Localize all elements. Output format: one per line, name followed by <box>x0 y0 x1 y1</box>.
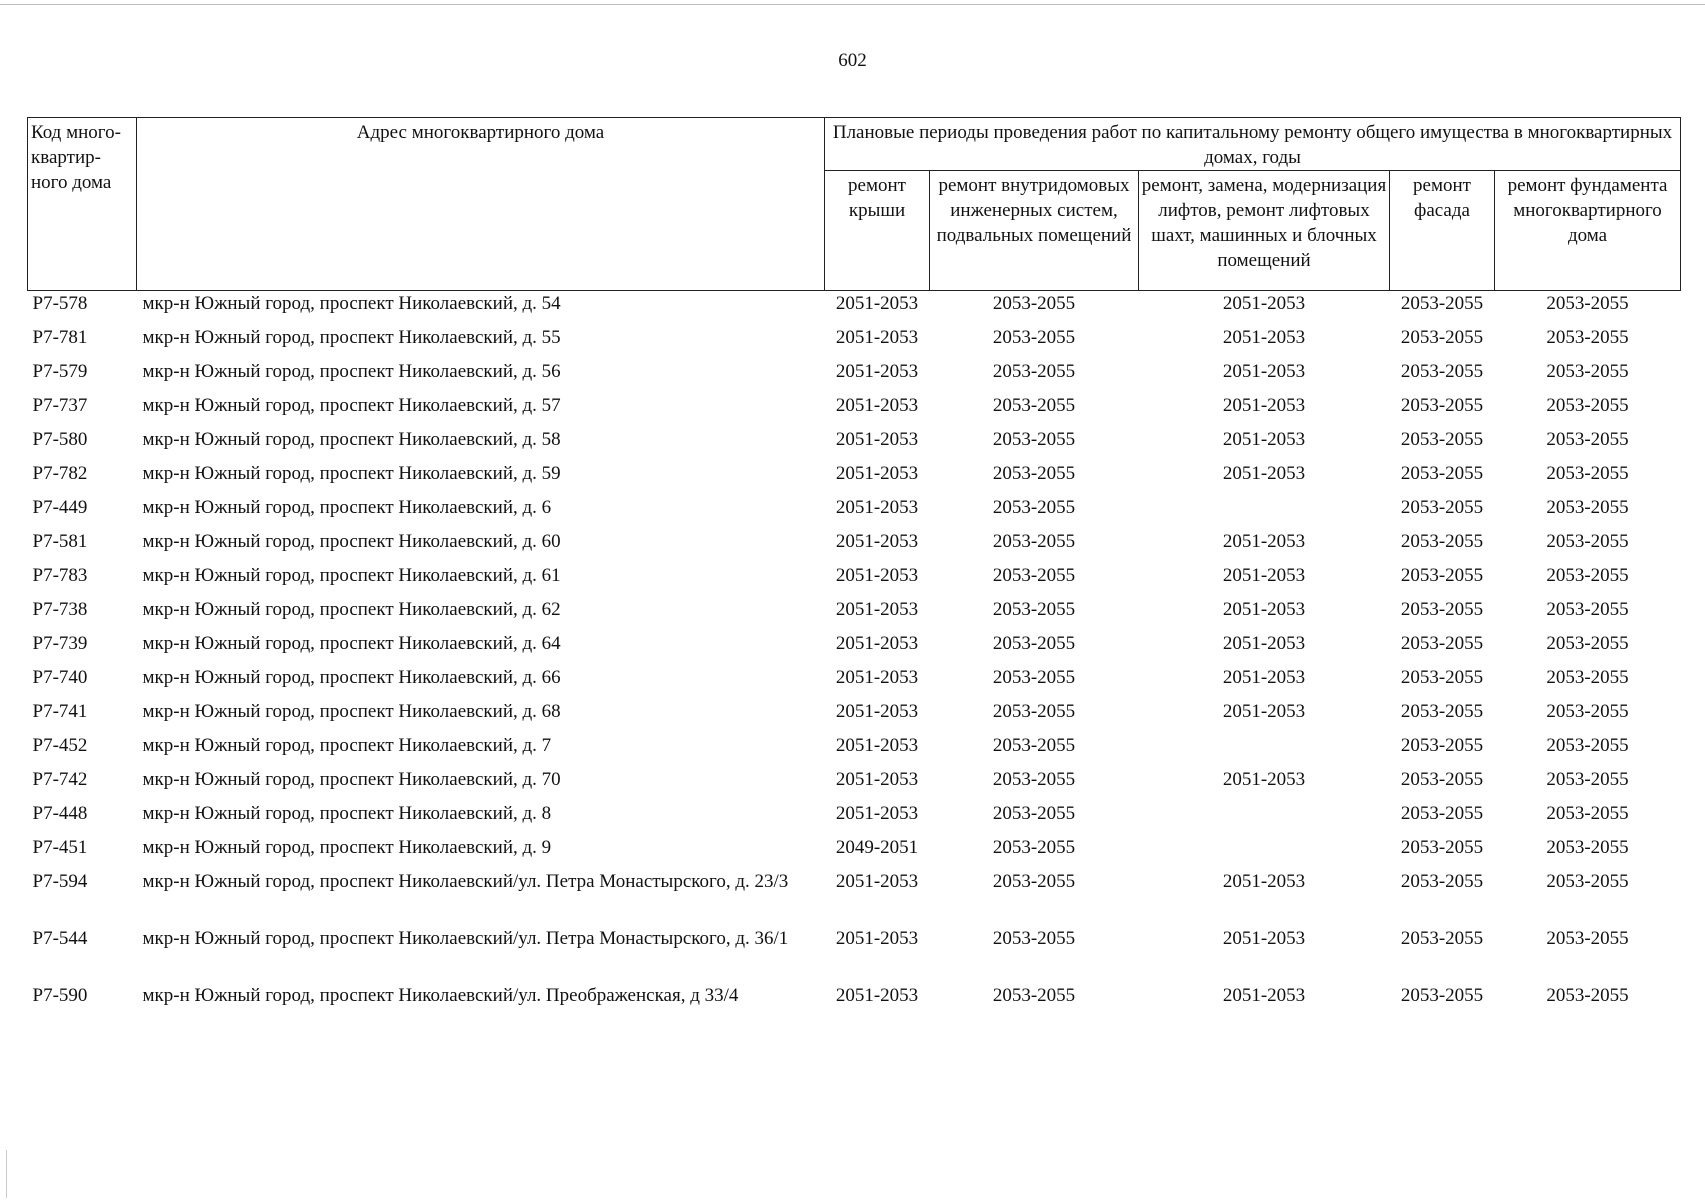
table-row <box>28 699 1681 733</box>
cell-roof: 2051-2053 <box>835 667 919 688</box>
cell-facade: 2053-2055 <box>1400 497 1484 518</box>
cell-foundation: 2053-2055 <box>1546 837 1629 858</box>
cell-foundation: 2053-2055 <box>1546 395 1629 416</box>
cell-engineering: 2053-2055 <box>992 803 1076 824</box>
table-row <box>28 983 1681 1017</box>
cell-roof: 2051-2053 <box>835 701 919 722</box>
cell-foundation: 2053-2055 <box>1546 633 1629 654</box>
cell-address: мкр-н Южный город, проспект Николаевский, д. 9 <box>142 837 552 858</box>
header-code: Код много-квартир-ного дома <box>28 118 137 291</box>
cell-elevators: 2051-2053 <box>1222 928 1306 949</box>
cell-foundation: 2053-2055 <box>1546 735 1629 756</box>
table-row <box>28 926 1681 983</box>
table-row <box>28 529 1681 563</box>
cell-address: мкр-н Южный город, проспект Николаевский, д. 62 <box>142 599 561 620</box>
cell-facade: 2053-2055 <box>1400 769 1484 790</box>
cell-elevators: 2051-2053 <box>1222 463 1306 484</box>
cell-elevators: 2051-2053 <box>1222 327 1306 348</box>
cell-address: мкр-н Южный город, проспект Николаевский, д. 58 <box>142 429 561 450</box>
cell-address: мкр-н Южный город, проспект Николаевский, д. 6 <box>142 497 552 518</box>
header-row-top <box>28 118 1681 171</box>
cell-facade: 2053-2055 <box>1400 928 1484 949</box>
cell-facade: 2053-2055 <box>1400 429 1484 450</box>
table-row <box>28 733 1681 767</box>
cell-facade: 2053-2055 <box>1400 985 1484 1006</box>
cell-elevators: 2051-2053 <box>1222 293 1306 314</box>
cell-foundation: 2053-2055 <box>1546 463 1629 484</box>
header-elevators: ремонт, замена, модернизация лифтов, ремонт лифтовых шахт, машинных и блочных помещений <box>1139 171 1390 291</box>
cell-engineering: 2053-2055 <box>992 633 1076 654</box>
table-row <box>28 869 1681 926</box>
cell-facade: 2053-2055 <box>1400 633 1484 654</box>
cell-engineering: 2053-2055 <box>992 531 1076 552</box>
table-row <box>28 767 1681 801</box>
cell-engineering: 2053-2055 <box>992 565 1076 586</box>
table-row <box>28 597 1681 631</box>
cell-engineering: 2053-2055 <box>992 293 1076 314</box>
cell-roof: 2051-2053 <box>835 803 919 824</box>
table-row <box>28 563 1681 597</box>
cell-elevators: 2051-2053 <box>1222 395 1306 416</box>
cell-elevators <box>1139 801 1390 835</box>
cell-engineering: 2053-2055 <box>992 463 1076 484</box>
cell-elevators: 2051-2053 <box>1222 565 1306 586</box>
table-row <box>28 801 1681 835</box>
cell-foundation: 2053-2055 <box>1546 429 1629 450</box>
scan-artifact-top-line <box>0 4 1705 5</box>
cell-elevators: 2051-2053 <box>1222 633 1306 654</box>
cell-facade: 2053-2055 <box>1400 667 1484 688</box>
cell-facade: 2053-2055 <box>1400 395 1484 416</box>
cell-elevators: 2051-2053 <box>1222 531 1306 552</box>
cell-address: мкр-н Южный город, проспект Николаевский, д. 55 <box>142 327 561 348</box>
cell-roof: 2049-2051 <box>835 837 919 858</box>
cell-code: Р7-544 <box>32 928 88 949</box>
cell-roof: 2051-2053 <box>835 633 919 654</box>
cell-code: Р7-741 <box>32 701 88 722</box>
table-row <box>28 631 1681 665</box>
cell-address: мкр-н Южный город, проспект Николаевский, д. 54 <box>142 293 561 314</box>
cell-roof: 2051-2053 <box>835 463 919 484</box>
cell-roof: 2051-2053 <box>835 735 919 756</box>
cell-elevators <box>1139 495 1390 529</box>
cell-engineering: 2053-2055 <box>992 667 1076 688</box>
cell-code: Р7-594 <box>32 871 88 892</box>
cell-roof: 2051-2053 <box>835 497 919 518</box>
cell-facade: 2053-2055 <box>1400 327 1484 348</box>
cell-roof: 2051-2053 <box>835 293 919 314</box>
cell-foundation: 2053-2055 <box>1546 701 1629 722</box>
cell-address: мкр-н Южный город, проспект Николаевский/ул. Преображенская, д 33/4 <box>142 985 739 1006</box>
cell-elevators: 2051-2053 <box>1222 985 1306 1006</box>
cell-engineering: 2053-2055 <box>992 871 1076 892</box>
cell-code: Р7-452 <box>32 735 88 756</box>
cell-address: мкр-н Южный город, проспект Николаевский/ул. Петра Монастырского, д. 23/3 <box>142 871 789 892</box>
table-body <box>28 291 1681 1018</box>
cell-elevators: 2051-2053 <box>1222 361 1306 382</box>
cell-engineering: 2053-2055 <box>992 735 1076 756</box>
cell-roof: 2051-2053 <box>835 429 919 450</box>
header-engineering: ремонт внутридомовых инженерных систем, подвальных помещений <box>930 171 1139 291</box>
cell-foundation: 2053-2055 <box>1546 803 1629 824</box>
table-header <box>28 118 1681 291</box>
cell-roof: 2051-2053 <box>835 769 919 790</box>
cell-roof: 2051-2053 <box>835 395 919 416</box>
table-row <box>28 461 1681 495</box>
cell-roof: 2051-2053 <box>835 985 919 1006</box>
cell-code: Р7-740 <box>32 667 88 688</box>
cell-address: мкр-н Южный город, проспект Николаевский, д. 59 <box>142 463 561 484</box>
page-number: 602 <box>838 50 867 71</box>
cell-foundation: 2053-2055 <box>1546 667 1629 688</box>
cell-address: мкр-н Южный город, проспект Николаевский, д. 61 <box>142 565 561 586</box>
cell-address: мкр-н Южный город, проспект Николаевский, д. 60 <box>142 531 561 552</box>
cell-address: мкр-н Южный город, проспект Николаевский, д. 56 <box>142 361 561 382</box>
cell-roof: 2051-2053 <box>835 871 919 892</box>
cell-address: мкр-н Южный город, проспект Николаевский, д. 68 <box>142 701 561 722</box>
cell-elevators <box>1139 733 1390 767</box>
cell-code: Р7-781 <box>32 327 88 348</box>
cell-address: мкр-н Южный город, проспект Николаевский, д. 66 <box>142 667 561 688</box>
cell-elevators: 2051-2053 <box>1222 429 1306 450</box>
cell-facade: 2053-2055 <box>1400 837 1484 858</box>
cell-elevators <box>1139 835 1390 869</box>
cell-engineering: 2053-2055 <box>992 985 1076 1006</box>
table-row <box>28 393 1681 427</box>
cell-code: Р7-737 <box>32 395 88 416</box>
cell-engineering: 2053-2055 <box>992 497 1076 518</box>
cell-roof: 2051-2053 <box>835 361 919 382</box>
cell-foundation: 2053-2055 <box>1546 769 1629 790</box>
table-row <box>28 291 1681 326</box>
cell-elevators: 2051-2053 <box>1222 667 1306 688</box>
header-facade: ремонт фасада <box>1390 171 1495 291</box>
table-row <box>28 359 1681 393</box>
cell-code: Р7-783 <box>32 565 88 586</box>
cell-foundation: 2053-2055 <box>1546 985 1629 1006</box>
cell-address: мкр-н Южный город, проспект Николаевский/ул. Петра Монастырского, д. 36/1 <box>142 928 789 949</box>
cell-facade: 2053-2055 <box>1400 293 1484 314</box>
cell-foundation: 2053-2055 <box>1546 531 1629 552</box>
repair-schedule-table <box>27 117 1681 1017</box>
cell-engineering: 2053-2055 <box>992 837 1076 858</box>
cell-code: Р7-579 <box>32 361 88 382</box>
table-row <box>28 325 1681 359</box>
cell-roof: 2051-2053 <box>835 599 919 620</box>
cell-foundation: 2053-2055 <box>1546 599 1629 620</box>
cell-code: Р7-578 <box>32 293 88 314</box>
header-roof: ремонт крыши <box>825 171 930 291</box>
cell-facade: 2053-2055 <box>1400 803 1484 824</box>
cell-roof: 2051-2053 <box>835 327 919 348</box>
cell-code: Р7-742 <box>32 769 88 790</box>
cell-facade: 2053-2055 <box>1400 871 1484 892</box>
cell-code: Р7-580 <box>32 429 88 450</box>
cell-code: Р7-448 <box>32 803 88 824</box>
cell-foundation: 2053-2055 <box>1546 565 1629 586</box>
cell-foundation: 2053-2055 <box>1546 871 1629 892</box>
cell-roof: 2051-2053 <box>835 531 919 552</box>
table-row <box>28 495 1681 529</box>
cell-elevators: 2051-2053 <box>1222 701 1306 722</box>
header-address: Адрес многоквартирного дома <box>137 118 825 291</box>
cell-foundation: 2053-2055 <box>1546 497 1629 518</box>
cell-address: мкр-н Южный город, проспект Николаевский, д. 64 <box>142 633 561 654</box>
cell-foundation: 2053-2055 <box>1546 327 1629 348</box>
cell-facade: 2053-2055 <box>1400 735 1484 756</box>
cell-address: мкр-н Южный город, проспект Николаевский, д. 7 <box>142 735 552 756</box>
cell-facade: 2053-2055 <box>1400 599 1484 620</box>
cell-engineering: 2053-2055 <box>992 395 1076 416</box>
cell-engineering: 2053-2055 <box>992 928 1076 949</box>
cell-elevators: 2051-2053 <box>1222 769 1306 790</box>
cell-address: мкр-н Южный город, проспект Николаевский, д. 70 <box>142 769 561 790</box>
cell-address: мкр-н Южный город, проспект Николаевский, д. 8 <box>142 803 552 824</box>
cell-code: Р7-782 <box>32 463 88 484</box>
cell-foundation: 2053-2055 <box>1546 361 1629 382</box>
cell-elevators: 2051-2053 <box>1222 599 1306 620</box>
cell-engineering: 2053-2055 <box>992 361 1076 382</box>
scan-artifact-left-line <box>6 1150 7 1198</box>
header-periods-group: Плановые периоды проведения работ по капитальному ремонту общего имущества в многоквартирных домах, годы <box>825 118 1681 171</box>
cell-facade: 2053-2055 <box>1400 361 1484 382</box>
table-row <box>28 835 1681 869</box>
cell-code: Р7-738 <box>32 599 88 620</box>
cell-engineering: 2053-2055 <box>992 701 1076 722</box>
cell-facade: 2053-2055 <box>1400 701 1484 722</box>
cell-facade: 2053-2055 <box>1400 531 1484 552</box>
cell-roof: 2051-2053 <box>835 928 919 949</box>
table-row <box>28 427 1681 461</box>
cell-facade: 2053-2055 <box>1400 565 1484 586</box>
cell-code: Р7-451 <box>32 837 88 858</box>
cell-code: Р7-581 <box>32 531 88 552</box>
cell-code: Р7-590 <box>32 985 88 1006</box>
header-foundation: ремонт фундамента многоквартирного дома <box>1495 171 1681 291</box>
table-row <box>28 665 1681 699</box>
cell-code: Р7-739 <box>32 633 88 654</box>
cell-roof: 2051-2053 <box>835 565 919 586</box>
cell-facade: 2053-2055 <box>1400 463 1484 484</box>
cell-engineering: 2053-2055 <box>992 769 1076 790</box>
cell-foundation: 2053-2055 <box>1546 928 1629 949</box>
cell-address: мкр-н Южный город, проспект Николаевский, д. 57 <box>142 395 561 416</box>
cell-code: Р7-449 <box>32 497 88 518</box>
cell-engineering: 2053-2055 <box>992 599 1076 620</box>
cell-engineering: 2053-2055 <box>992 429 1076 450</box>
cell-engineering: 2053-2055 <box>992 327 1076 348</box>
cell-elevators: 2051-2053 <box>1222 871 1306 892</box>
cell-foundation: 2053-2055 <box>1546 293 1629 314</box>
